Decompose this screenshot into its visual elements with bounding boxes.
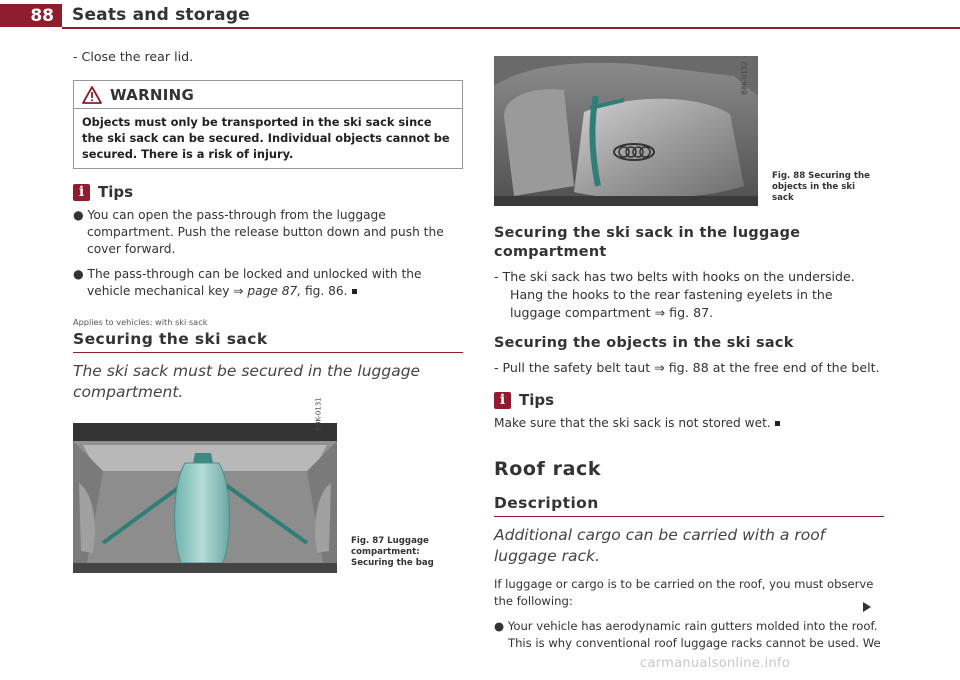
description-heading: Description: [494, 494, 599, 512]
tips-title-right: Tips: [519, 391, 555, 409]
left-column: [73, 48, 463, 573]
warning-header: [74, 81, 462, 109]
tips-right-text: Make sure that the ski sack is not stored wet.: [494, 416, 771, 430]
tips-bullet-1: ● You can open the pass-through from the luggage compartment. Push the release button down and push the cover forward.: [73, 208, 444, 256]
figure-87-code: B8K-0131: [314, 397, 323, 431]
sub2-title: Securing the objects in the ski sack: [494, 335, 794, 351]
tips-right-text-line: [494, 415, 884, 432]
section-rule: [73, 352, 463, 353]
description-bullet-text: Your vehicle has aerodynamic rain gutters molded into the roof. This is why conventional roof luggage racks cannot be used. We: [507, 619, 881, 650]
figure-87: [73, 423, 463, 573]
warning-text: Objects must only be transported in the ski sack since the ski sack can be secured. Individual objects cannot be secured. There is a risk of injury.: [74, 109, 462, 168]
close-rear-lid-step: - Close the rear lid.: [73, 49, 194, 64]
info-icon: i: [73, 184, 90, 201]
end-mark: [775, 421, 780, 426]
figure-87-caption: Fig. 87 Luggage compartment: Securing the bag: [351, 536, 434, 568]
tips-bullet-2-text: The pass-through can be locked and unlocked with the vehicle mechanical key: [87, 267, 422, 298]
sub2-step: - Pull the safety belt taut ⇒ fig. 88 at the free end of the belt.: [494, 360, 880, 375]
tips-title: Tips: [98, 183, 134, 201]
description-rule: [494, 516, 884, 517]
roof-rack-heading: Roof rack: [494, 458, 602, 480]
figure-88: [494, 56, 884, 206]
tips-bullet-2: ● The pass-through can be locked and unlocked with the vehicle mechanical key ⇒ page 87, fig. 86.: [73, 267, 422, 298]
sub1-step: - The ski sack has two belts with hooks on the underside. Hang the hooks to the rear fastening eyelets in the luggage compartment ⇒ fig. 87.: [494, 269, 855, 320]
tips-bullet-1-text: You can open the pass-through from the luggage compartment. Push the release button down and push the cover forward.: [87, 208, 444, 256]
end-mark: [352, 289, 357, 294]
warning-triangle-icon: [82, 86, 102, 104]
right-column: [494, 56, 884, 652]
warning-box: [73, 80, 463, 169]
sub1-title: Securing the ski sack in the luggage compartment: [494, 225, 801, 260]
watermark: carmanualsonline.info: [640, 656, 791, 671]
description-bullet: ● Your vehicle has aerodynamic rain gutters molded into the roof. This is why conventional roof luggage racks cannot be used. We: [494, 619, 881, 650]
figure-88-code: B8K-0132: [740, 61, 749, 95]
header-rule: [62, 27, 960, 29]
luggage-compartment-image: [73, 423, 337, 573]
warning-title: WARNING: [110, 85, 195, 104]
chapter-title: Seats and storage: [72, 5, 250, 25]
page-number: 88: [0, 4, 62, 27]
figure-88-caption: Fig. 88 Securing the objects in the ski sack: [772, 171, 870, 203]
section-intro: The ski sack must be secured in the luggage compartment.: [73, 362, 421, 401]
page-87-link[interactable]: ⇒ page 87,: [233, 284, 302, 298]
description-intro: Additional cargo can be carried with a roof luggage rack.: [494, 526, 826, 565]
continue-arrow-icon: [863, 602, 871, 612]
tips-header: [73, 183, 463, 201]
applies-to-note: Applies to vehicles: with ski sack: [73, 317, 208, 327]
info-icon: i: [494, 392, 511, 409]
page-header: [0, 0, 960, 30]
section-title-securing: Securing the ski sack: [73, 330, 268, 348]
ski-sack-image: [494, 56, 758, 206]
tips-bullet-2-fig: fig. 86.: [304, 284, 348, 298]
description-paragraph: If luggage or cargo is to be carried on the roof, you must observe the following:: [494, 577, 874, 608]
tips-header-right: [494, 391, 884, 409]
